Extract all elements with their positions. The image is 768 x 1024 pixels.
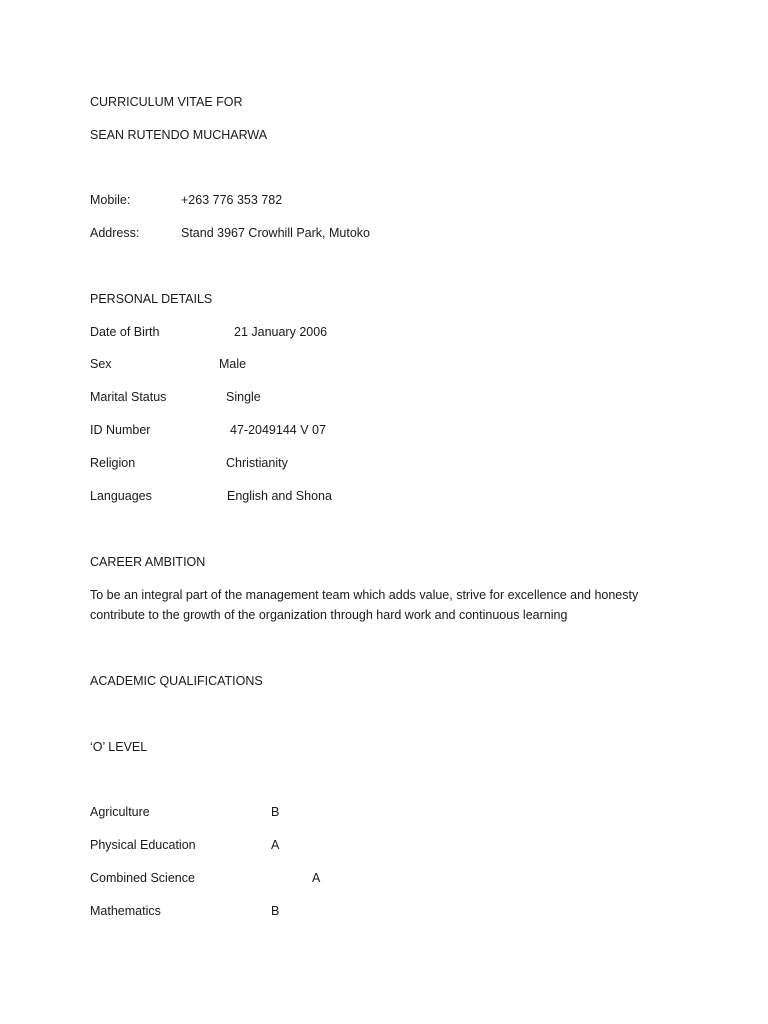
personal-row-value: English and Shona: [227, 489, 332, 503]
personal-row-value: 47-2049144 V 07: [230, 423, 326, 437]
subject-grade: A: [271, 838, 280, 852]
personal-details-heading: PERSONAL DETAILS: [90, 292, 213, 306]
personal-row-label: Marital Status: [90, 390, 167, 404]
subject-name: Physical Education: [90, 838, 196, 852]
subject-name: Agriculture: [90, 805, 150, 819]
address-value: Stand 3967 Crowhill Park, Mutoko: [181, 226, 370, 240]
mobile-label: Mobile:: [90, 193, 131, 207]
personal-row-label: ID Number: [90, 423, 151, 437]
subject-grade: B: [271, 904, 280, 918]
o-level-heading: ‘O’ LEVEL: [90, 740, 148, 754]
career-ambition-text: To be an integral part of the management team which adds value, strive for excellence and honesty contribute to the growth of the organization through hard work and continuous learning: [90, 588, 639, 622]
personal-row-label: Religion: [90, 456, 136, 470]
personal-row-label: Date of Birth: [90, 325, 160, 339]
address-label: Address:: [90, 226, 140, 240]
candidate-name: SEAN RUTENDO MUCHARWA: [90, 128, 268, 142]
personal-row-value: Male: [219, 357, 247, 371]
personal-row-label: Languages: [90, 489, 152, 503]
subject-name: Mathematics: [90, 904, 161, 918]
mobile-value: +263 776 353 782: [181, 193, 283, 207]
personal-row-value: 21 January 2006: [234, 325, 328, 339]
personal-row-value: Single: [226, 390, 261, 404]
subject-name: Combined Science: [90, 871, 195, 885]
personal-row-value: Christianity: [226, 456, 288, 470]
document-title: CURRICULUM VITAE FOR: [90, 95, 243, 109]
subject-grade: A: [312, 871, 321, 885]
academic-qualifications-heading: ACADEMIC QUALIFICATIONS: [90, 674, 263, 688]
personal-row-label: Sex: [90, 357, 112, 371]
subject-grade: B: [271, 805, 280, 819]
career-ambition-heading: CAREER AMBITION: [90, 555, 206, 569]
